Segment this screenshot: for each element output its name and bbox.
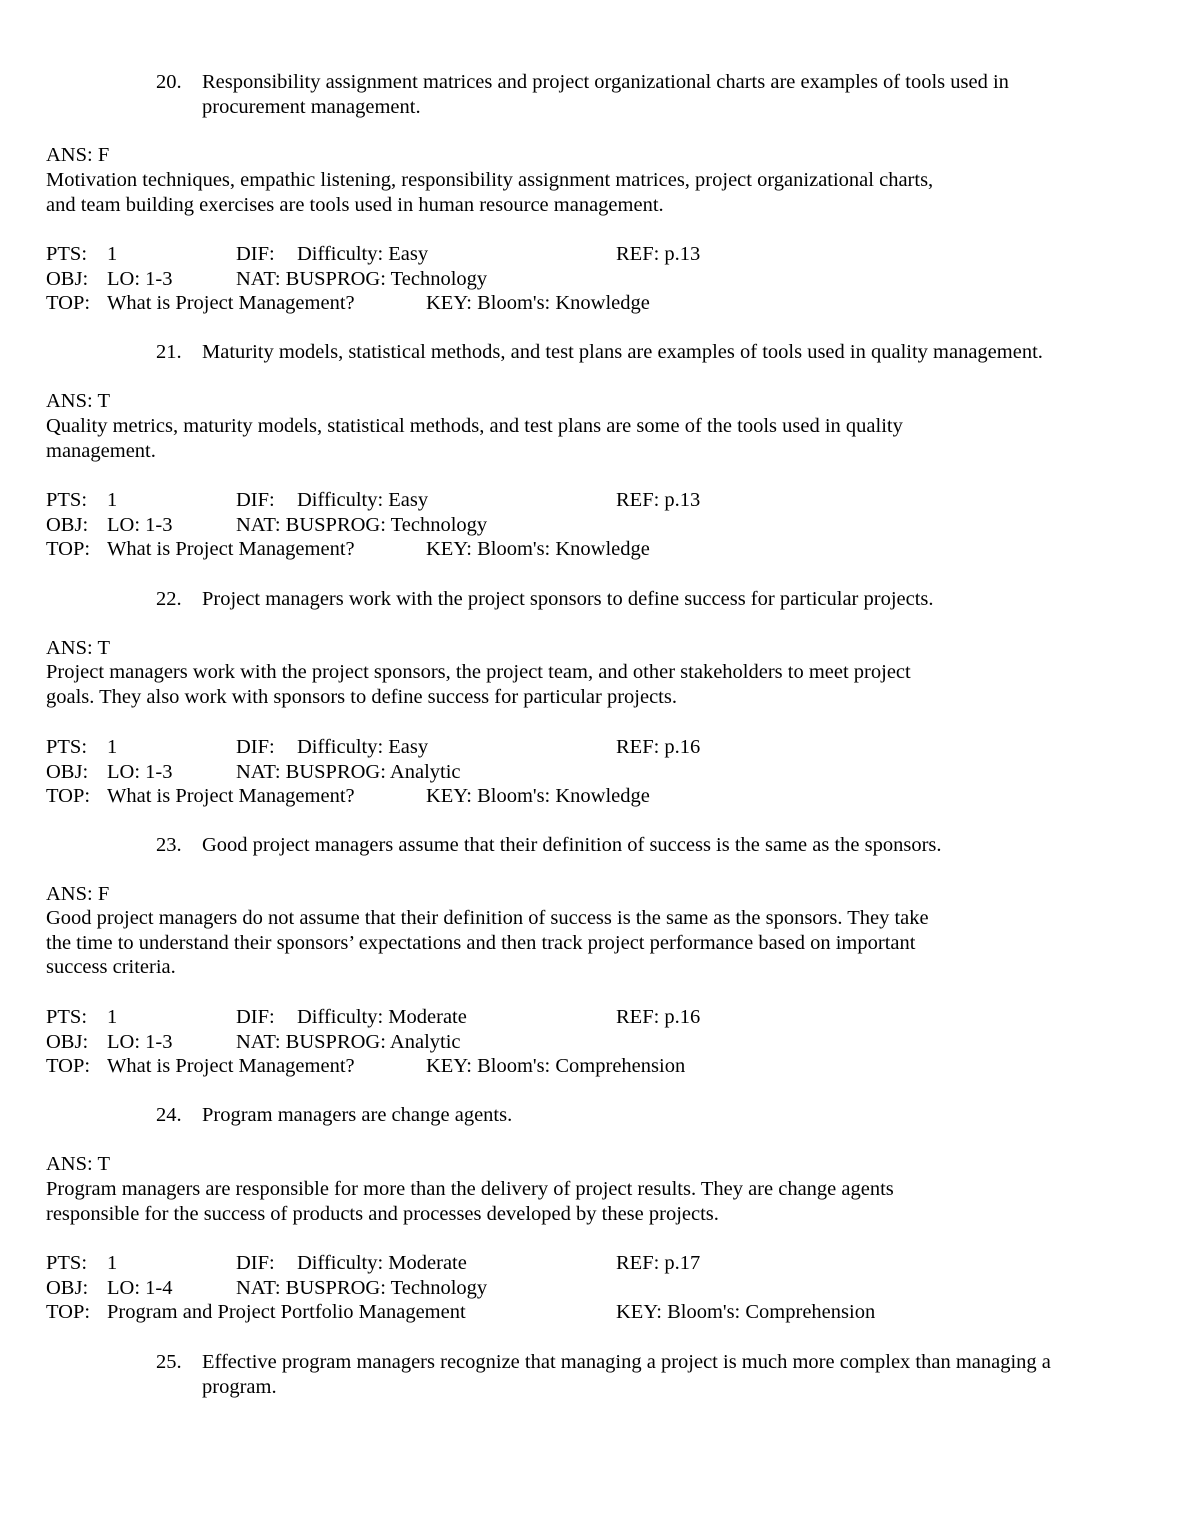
answer-explanation: Project managers work with the project sponsors, the project team, and other stakeholders to meet project goals. They also work with sponsors to define success for particular projects. (46, 661, 911, 708)
pts-value: 1 (107, 736, 118, 758)
question-text: Effective program managers recognize that managing a project is much more complex than managing a program. (202, 1351, 1051, 1398)
answer: ANS: F (46, 144, 110, 166)
key-value: KEY: Bloom's: Knowledge (426, 538, 650, 561)
obj-label: OBJ: (46, 267, 89, 290)
top-label: TOP: (46, 538, 91, 561)
nat-value: NAT: BUSPROG: Technology (236, 513, 488, 536)
question-number: 24. (156, 1104, 182, 1126)
ref-value: REF: p.17 (616, 1252, 701, 1274)
obj-value: LO: 1-4 (107, 1276, 173, 1299)
answer-explanation: Program managers are responsible for more than the delivery of project results. They are change agents responsible for the success of products and processes developed by these projects. (46, 1178, 894, 1225)
dif-label: DIF: (236, 1252, 275, 1274)
nat-value: NAT: BUSPROG: Technology (236, 267, 488, 290)
pts-label: PTS: (46, 736, 88, 758)
question-number: 21. (156, 341, 182, 363)
question-text: Project managers work with the project sponsors to define success for particular projects. (202, 588, 934, 610)
ref-value: REF: p.16 (616, 736, 701, 758)
difficulty-value: Difficulty: Easy (297, 243, 429, 265)
key-value: KEY: Bloom's: Comprehension (616, 1301, 876, 1324)
key-value: KEY: Bloom's: Comprehension (426, 1055, 686, 1078)
pts-value: 1 (107, 243, 118, 265)
obj-value: LO: 1-3 (107, 760, 173, 783)
key-value: KEY: Bloom's: Knowledge (426, 292, 650, 315)
top-label: TOP: (46, 292, 91, 315)
difficulty-value: Difficulty: Moderate (297, 1006, 467, 1028)
top-value: What is Project Management? (107, 785, 355, 808)
dif-label: DIF: (236, 489, 275, 511)
question-text: Responsibility assignment matrices and project organizational charts are examples of tools used in procurement management. (202, 71, 1009, 118)
question-metadata (46, 1251, 936, 1325)
pts-label: PTS: (46, 243, 88, 265)
question-text: Maturity models, statistical methods, and test plans are examples of tools used in quality management. (202, 341, 1043, 363)
difficulty-value: Difficulty: Moderate (297, 1252, 467, 1274)
top-label: TOP: (46, 1055, 91, 1078)
difficulty-value: Difficulty: Easy (297, 736, 429, 758)
obj-label: OBJ: (46, 1276, 89, 1299)
ref-value: REF: p.13 (616, 489, 701, 511)
question-metadata (46, 242, 936, 316)
key-value: KEY: Bloom's: Knowledge (426, 785, 650, 808)
answer-explanation: Motivation techniques, empathic listening, responsibility assignment matrices, project organizational charts, and team building exercises are tools used in human resource management. (46, 169, 934, 216)
answer: ANS: F (46, 883, 110, 905)
answer: ANS: T (46, 637, 110, 659)
obj-value: LO: 1-3 (107, 1030, 173, 1053)
obj-value: LO: 1-3 (107, 513, 173, 536)
obj-label: OBJ: (46, 513, 89, 536)
answer-explanation: Quality metrics, maturity models, statistical methods, and test plans are some of the tools used in quality management. (46, 415, 903, 462)
pts-value: 1 (107, 1006, 118, 1028)
question-text: Good project managers assume that their definition of success is the same as the sponsors. (202, 834, 942, 856)
answer: ANS: T (46, 390, 110, 412)
pts-label: PTS: (46, 1252, 88, 1274)
nat-value: NAT: BUSPROG: Technology (236, 1276, 488, 1299)
top-label: TOP: (46, 1301, 91, 1324)
obj-value: LO: 1-3 (107, 267, 173, 290)
dif-label: DIF: (236, 736, 275, 758)
pts-label: PTS: (46, 489, 88, 511)
question-metadata (46, 735, 936, 809)
question-number: 23. (156, 834, 182, 856)
nat-value: NAT: BUSPROG: Analytic (236, 1030, 461, 1053)
top-value: What is Project Management? (107, 292, 355, 315)
answer-explanation: Good project managers do not assume that their definition of success is the same as the sponsors. They take the time to understand their sponsors’ expectations and then track project performance based on important success criteria. (46, 907, 929, 979)
ref-value: REF: p.16 (616, 1006, 701, 1028)
pts-label: PTS: (46, 1006, 88, 1028)
nat-value: NAT: BUSPROG: Analytic (236, 760, 461, 783)
obj-label: OBJ: (46, 760, 89, 783)
question-text: Program managers are change agents. (202, 1104, 513, 1126)
difficulty-value: Difficulty: Easy (297, 489, 429, 511)
dif-label: DIF: (236, 1006, 275, 1028)
ref-value: REF: p.13 (616, 243, 701, 265)
top-value: Program and Project Portfolio Management (107, 1301, 466, 1324)
question-metadata (46, 488, 936, 562)
obj-label: OBJ: (46, 1030, 89, 1053)
question-number: 25. (156, 1351, 182, 1373)
top-label: TOP: (46, 785, 91, 808)
dif-label: DIF: (236, 243, 275, 265)
question-metadata (46, 1005, 936, 1079)
question-number: 22. (156, 588, 182, 610)
question-number: 20. (156, 71, 182, 93)
top-value: What is Project Management? (107, 538, 355, 561)
top-value: What is Project Management? (107, 1055, 355, 1078)
answer: ANS: T (46, 1153, 110, 1175)
pts-value: 1 (107, 1252, 118, 1274)
pts-value: 1 (107, 489, 118, 511)
